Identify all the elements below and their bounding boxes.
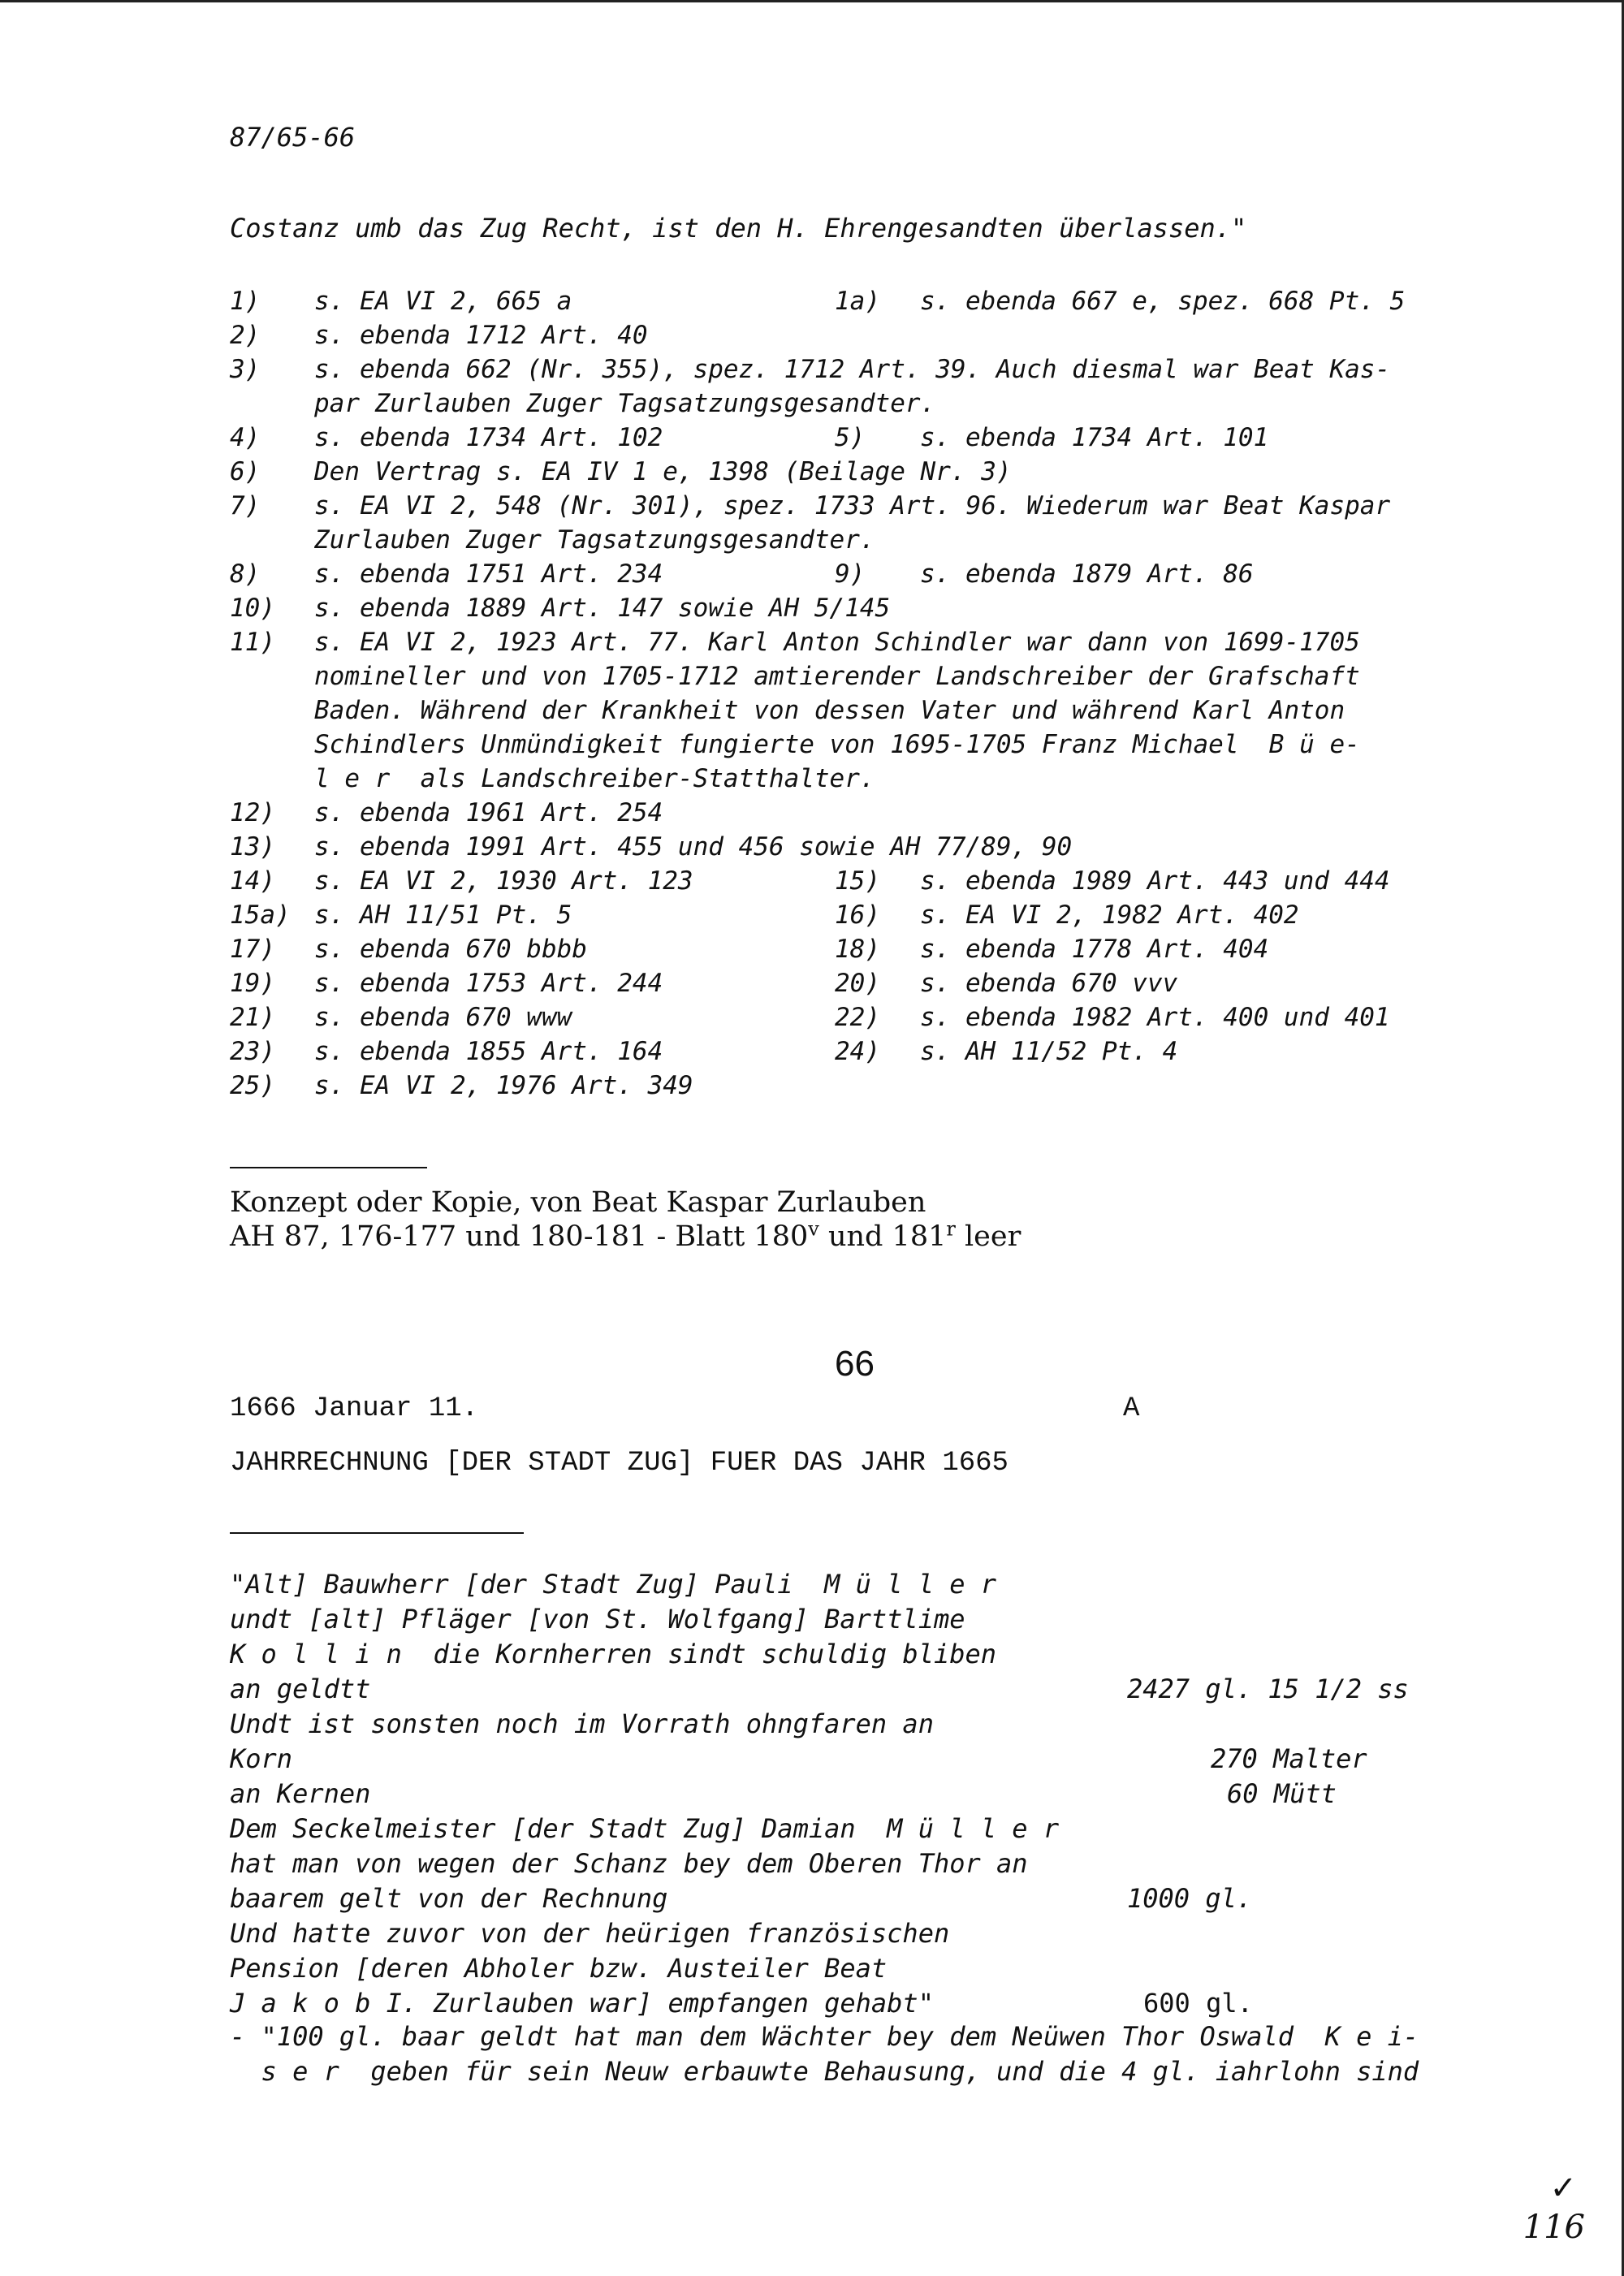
document-reference: 87/65-66 xyxy=(230,122,356,153)
footnote-number: 12) xyxy=(230,798,275,827)
entry-amount: 60 Mütt xyxy=(1227,1778,1337,1809)
title-separator xyxy=(230,1532,524,1534)
footnote-text: s. EA VI 2, 665 a xyxy=(314,287,572,316)
entry-text: baarem gelt von der Rechnung xyxy=(230,1883,668,1914)
footnote-number: 5) xyxy=(835,423,866,452)
footnote-number: 21) xyxy=(230,1003,275,1032)
checkmark: ✓ xyxy=(1549,2170,1577,2207)
entry-amount: 600 gl. xyxy=(1143,1988,1253,2019)
continuation-text xyxy=(230,2019,1497,2089)
footnote-number: 24) xyxy=(835,1037,880,1066)
footnote-text: s. ebenda 667 e, spez. 668 Pt. 5 xyxy=(920,287,1406,316)
footnote-text: l e r als Landschreiber-Statthalter. xyxy=(314,764,875,793)
document-page xyxy=(230,0,1497,2276)
footnote-number: 4) xyxy=(230,423,261,452)
footnote-text: s. ebenda 1989 Art. 443 und 444 xyxy=(920,866,1390,896)
footnote-row xyxy=(230,796,1497,830)
footnote-text: s. ebenda 670 vvv xyxy=(920,969,1178,998)
footnote-text: s. EA VI 2, 1982 Art. 402 xyxy=(920,900,1299,930)
account-entry xyxy=(230,1707,1497,1742)
entry-text: Korn xyxy=(230,1743,293,1774)
footnote-row xyxy=(230,898,1497,932)
footnotes-list xyxy=(230,284,1497,1103)
account-entry xyxy=(230,1672,1497,1707)
footnote-number: 8) xyxy=(230,559,261,589)
footnote-text: s. ebenda 1855 Art. 164 xyxy=(314,1037,663,1066)
footnote-text: s. EA VI 2, 1923 Art. 77. Karl Anton Schindler war dann von 1699-1705 xyxy=(314,628,1360,657)
footnote-row xyxy=(230,1069,1497,1103)
account-entry xyxy=(230,1846,1497,1881)
document-number: 66 xyxy=(835,1344,875,1384)
footnote-text: s. ebenda 1753 Art. 244 xyxy=(314,969,663,998)
footnote-row xyxy=(230,318,1497,352)
account-entries xyxy=(230,1567,1497,2021)
account-entry xyxy=(230,1602,1497,1637)
footnote-text: s. AH 11/51 Pt. 5 xyxy=(314,900,572,930)
account-entry xyxy=(230,1812,1497,1846)
footnote-text: s. ebenda 1889 Art. 147 sowie AH 5/145 xyxy=(314,594,891,623)
footnote-row xyxy=(230,625,1497,659)
footnote-text: s. ebenda 1982 Art. 400 und 401 xyxy=(920,1003,1390,1032)
footnote-number: 1) xyxy=(230,287,261,316)
footnote-number: 13) xyxy=(230,832,275,862)
footnote-row xyxy=(230,932,1497,966)
footnote-number: 10) xyxy=(230,594,275,623)
entry-text: J a k o b I. Zurlauben war] empfangen gehabt" xyxy=(230,1988,934,2019)
footnote-text: s. ebenda 662 (Nr. 355), spez. 1712 Art. 39. Auch diesmal war Beat Kas- xyxy=(314,355,1391,384)
footnote-row xyxy=(230,864,1497,898)
footnote-text: s. ebenda 1751 Art. 234 xyxy=(314,559,663,589)
footnote-text: s. AH 11/52 Pt. 4 xyxy=(920,1037,1178,1066)
footnote-separator xyxy=(230,1167,427,1168)
footnote-number: 16) xyxy=(835,900,880,930)
footnote-number: 25) xyxy=(230,1071,275,1100)
footnote-row xyxy=(230,1000,1497,1034)
footnote-row xyxy=(230,455,1497,489)
footnote-number: 9) xyxy=(835,559,866,589)
continuation-line-2: s e r geben für sein Neuw erbauwte Behausung, und die 4 gl. iahrlohn sind xyxy=(230,2056,1419,2087)
account-entry xyxy=(230,1916,1497,1951)
footnote-number: 1a) xyxy=(835,287,880,316)
footnote-number: 23) xyxy=(230,1037,275,1066)
footnote-text: Zurlauben Zuger Tagsatzungsgesandter. xyxy=(314,525,875,555)
footnote-text: s. ebenda 1734 Art. 102 xyxy=(314,423,663,452)
closing-quote-line: Costanz umb das Zug Recht, ist den H. Ehrengesandten überlassen." xyxy=(230,213,1247,244)
footnote-continuation xyxy=(230,387,1497,421)
source-note xyxy=(230,1186,1021,1254)
footnote-number: 20) xyxy=(835,969,880,998)
footnote-text: s. EA VI 2, 548 (Nr. 301), spez. 1733 Art. 96. Wiederum war Beat Kaspar xyxy=(314,491,1391,520)
source-line-1: Konzept oder Kopie, von Beat Kaspar Zurlauben xyxy=(230,1186,926,1219)
source-line-2: AH 87, 176-177 und 180-181 - Blatt 180$^v$ und 181$^r$ leer xyxy=(230,1217,1021,1253)
entry-text: undt [alt] Pfläger [von St. Wolfgang] Barttlime xyxy=(230,1604,965,1635)
footnote-number: 17) xyxy=(230,935,275,964)
entry-text: K o l l i n die Kornherren sindt schuldig bliben xyxy=(230,1639,997,1669)
footnote-number: 15a) xyxy=(230,900,291,930)
footnote-row xyxy=(230,966,1497,1000)
footnote-row xyxy=(230,489,1497,523)
footnote-text: Schindlers Unmündigkeit fungierte von 1695-1705 Franz Michael B ü e- xyxy=(314,730,1360,759)
handwritten-page-number: 116 xyxy=(1522,2209,1585,2246)
footnote-row xyxy=(230,284,1497,318)
document-date: 1666 Januar 11. xyxy=(230,1393,479,1424)
footnote-number: 6) xyxy=(230,457,261,486)
entry-text: Pension [deren Abholer bzw. Austeiler Beat xyxy=(230,1953,888,1984)
account-entry xyxy=(230,1637,1497,1672)
footnote-number: 2) xyxy=(230,321,261,350)
entry-text: Dem Seckelmeister [der Stadt Zug] Damian M ü l l e r xyxy=(230,1813,1060,1844)
account-entry xyxy=(230,1951,1497,1986)
entry-amount: 2427 gl. 15 1/2 ss xyxy=(1127,1674,1409,1704)
footnote-text: s. ebenda 1991 Art. 455 und 456 sowie AH 77/89, 90 xyxy=(314,832,1073,862)
footnote-continuation xyxy=(230,762,1497,796)
footnote-number: 22) xyxy=(835,1003,880,1032)
footnote-row xyxy=(230,421,1497,455)
footnote-text: Baden. Während der Krankheit von dessen Vater und während Karl Anton xyxy=(314,696,1345,725)
footnote-continuation xyxy=(230,659,1497,693)
footnote-row xyxy=(230,1034,1497,1069)
entry-text: hat man von wegen der Schanz bey dem Oberen Thor an xyxy=(230,1848,1028,1879)
footnote-number: 19) xyxy=(230,969,275,998)
account-entry xyxy=(230,1881,1497,1916)
footnote-text: Den Vertrag s. EA IV 1 e, 1398 (Beilage Nr. 3) xyxy=(314,457,1012,486)
footnote-text: nomineller und von 1705-1712 amtierender Landschreiber der Grafschaft xyxy=(314,662,1360,691)
footnote-text: s. EA VI 2, 1930 Art. 123 xyxy=(314,866,693,896)
footnote-number: 18) xyxy=(835,935,880,964)
footnote-text: s. ebenda 1734 Art. 101 xyxy=(920,423,1269,452)
account-entry xyxy=(230,1986,1497,2021)
account-entry xyxy=(230,1742,1497,1777)
footnote-number: 7) xyxy=(230,491,261,520)
footnote-text: par Zurlauben Zuger Tagsatzungsgesandter. xyxy=(314,389,936,418)
entry-text: an geldtt xyxy=(230,1674,371,1704)
footnote-text: s. ebenda 1778 Art. 404 xyxy=(920,935,1269,964)
entry-text: "Alt] Bauwherr [der Stadt Zug] Pauli M ü l l e r xyxy=(230,1569,997,1600)
footnote-text: s. ebenda 1712 Art. 40 xyxy=(314,321,648,350)
entry-amount: 1000 gl. xyxy=(1127,1883,1253,1914)
footnote-text: s. ebenda 1961 Art. 254 xyxy=(314,798,663,827)
footnote-row xyxy=(230,591,1497,625)
footnote-row xyxy=(230,557,1497,591)
footnote-number: 15) xyxy=(835,866,880,896)
entry-amount: 270 Malter xyxy=(1211,1743,1367,1774)
footnote-continuation xyxy=(230,523,1497,557)
document-letter: A xyxy=(1123,1393,1140,1424)
account-entry xyxy=(230,1567,1497,1602)
footnote-number: 3) xyxy=(230,355,261,384)
footnote-row xyxy=(230,830,1497,864)
footnote-text: s. ebenda 1879 Art. 86 xyxy=(920,559,1254,589)
footnote-continuation xyxy=(230,728,1497,762)
entry-text: Undt ist sonsten noch im Vorrath ohngfaren an xyxy=(230,1708,934,1739)
footnote-text: s. EA VI 2, 1976 Art. 349 xyxy=(314,1071,693,1100)
account-entry xyxy=(230,1777,1497,1812)
footnote-row xyxy=(230,352,1497,387)
footnote-number: 14) xyxy=(230,866,275,896)
footnote-continuation xyxy=(230,693,1497,728)
entry-text: Und hatte zuvor von der heürigen französischen xyxy=(230,1918,950,1949)
footnote-number: 11) xyxy=(230,628,275,657)
footnote-text: s. ebenda 670 bbbb xyxy=(314,935,587,964)
document-title: JAHRRECHNUNG [DER STADT ZUG] FUER DAS JAHR 1665 xyxy=(230,1448,1009,1479)
continuation-line-1: - "100 gl. baar geldt hat man dem Wächter bey dem Neüwen Thor Oswald K e i- xyxy=(230,2021,1419,2052)
entry-text: an Kernen xyxy=(230,1778,371,1809)
footnote-text: s. ebenda 670 www xyxy=(314,1003,572,1032)
